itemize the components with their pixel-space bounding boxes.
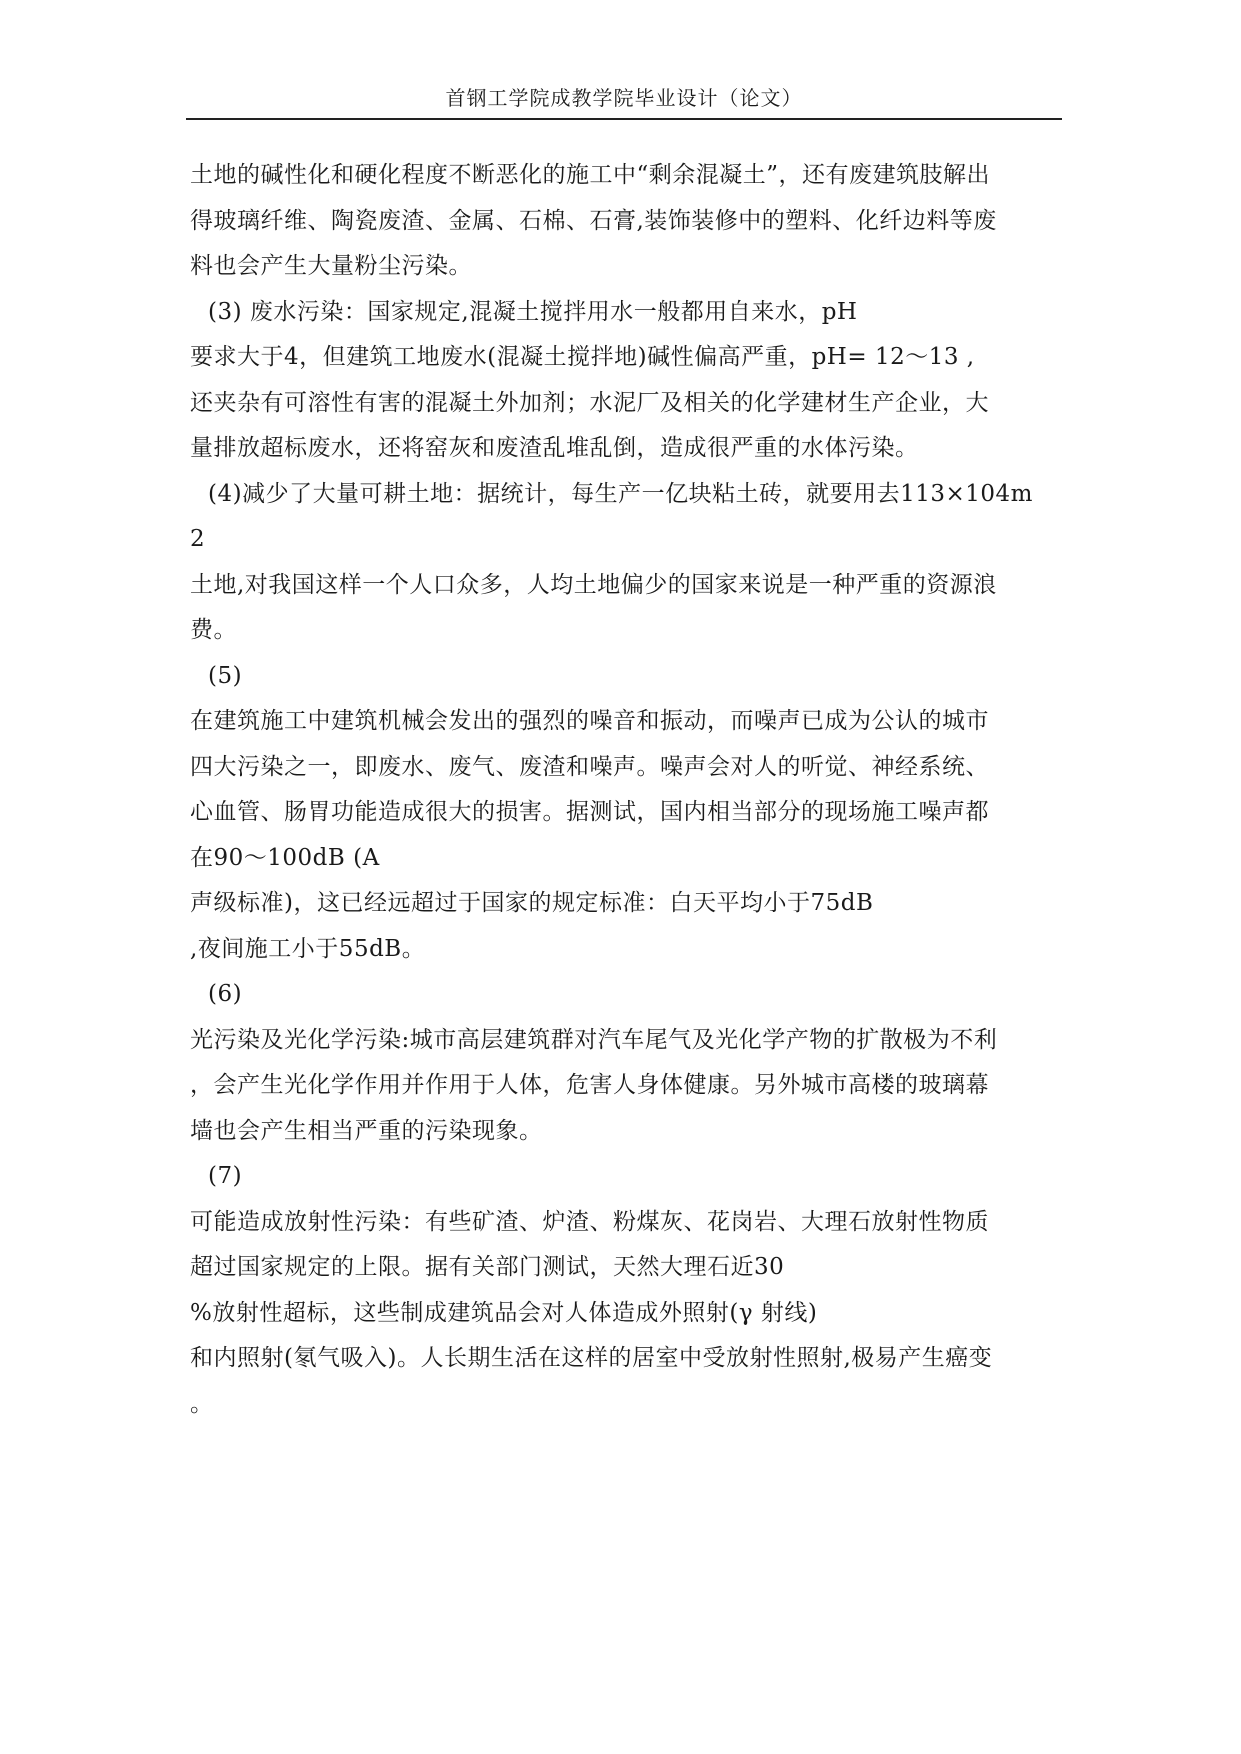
text-line: 四大污染之一，即废水、废气、废渣和噪声。噪声会对人的听觉、神经系统、 [190,753,989,780]
text-line: 在建筑施工中建筑机械会发出的强烈的噪音和振动，而噪声已成为公认的城市 [190,708,989,734]
text-line: 心血管、肠胃功能造成很大的损害。据测试，国内相当部分的现场施工噪声都 [190,799,989,825]
text-line: (4)减少了大量可耕土地：据统计，每生产一亿块粘土砖，就要用去113×104m [208,480,1033,507]
text-line: ，会产生光化学作用并作用于人体，危害人身体健康。另外城市高楼的玻璃幕 [190,1072,989,1098]
text-line: (5) [208,662,243,689]
text-line: 声级标准)，这已经远超过于国家的规定标准：白天平均小于75dB [190,890,874,916]
text-line: 墙也会产生相当严重的污染现象。 [190,1117,543,1144]
text-line: 料也会产生大量粉尘污染。 [190,253,472,279]
text-line: 还夹杂有可溶性有害的混凝土外加剂；水泥厂及相关的化学建材生产企业，大 [190,389,989,416]
text-line: 可能造成放射性污染：有些矿渣、炉渣、粉煤灰、花岗岩、大理石放射性物质 [190,1208,989,1235]
text-line: 光污染及光化学污染:城市高层建筑群对汽车尾气及光化学产物的扩散极为不利 [190,1026,998,1053]
text-line: 2 [190,526,206,552]
text-line: 量排放超标废水，还将窑灰和废渣乱堆乱倒，造成很严重的水体污染。 [190,435,919,461]
text-line: 得玻璃纤维、陶瓷废渣、金属、石棉、石膏,装饰装修中的塑料、化纤边料等废 [190,207,997,234]
text-line: 费。 [190,617,237,643]
text-line: (6) [208,981,243,1007]
page-header [186,86,1062,120]
text-line: 和内照射(氡气吸入)。人长期生活在这样的居室中受放射性照射,极易产生癌变 [190,1345,993,1371]
text-line: 在90～100dB (A [190,844,380,871]
text-line: (3) 废水污染：国家规定,混凝土搅拌用水一般都用自来水，pH [208,298,858,325]
header-title: 首钢工学院成教学院毕业设计（论文） [445,86,803,110]
text-line: 。 [190,1390,214,1417]
text-line: (7) [208,1163,243,1189]
text-line: 土地的碱性化和硬化程度不断恶化的施工中“剩余混凝土”，还有废建筑肢解出 [190,162,991,188]
text-line: 要求大于4，但建筑工地废水(混凝土搅拌地)碱性偏高严重，pH= 12～13 , [190,344,975,370]
document-body [190,153,1070,1427]
text-line: 超过国家规定的上限。据有关部门测试，天然大理石近30 [190,1254,785,1280]
text-line: ,夜间施工小于55dB。 [190,935,426,962]
text-line: %放射性超标，这些制成建筑品会对人体造成外照射(γ 射线) [190,1299,818,1326]
text-line: 土地,对我国这样一个人口众多，人均土地偏少的国家来说是一种严重的资源浪 [190,571,997,598]
